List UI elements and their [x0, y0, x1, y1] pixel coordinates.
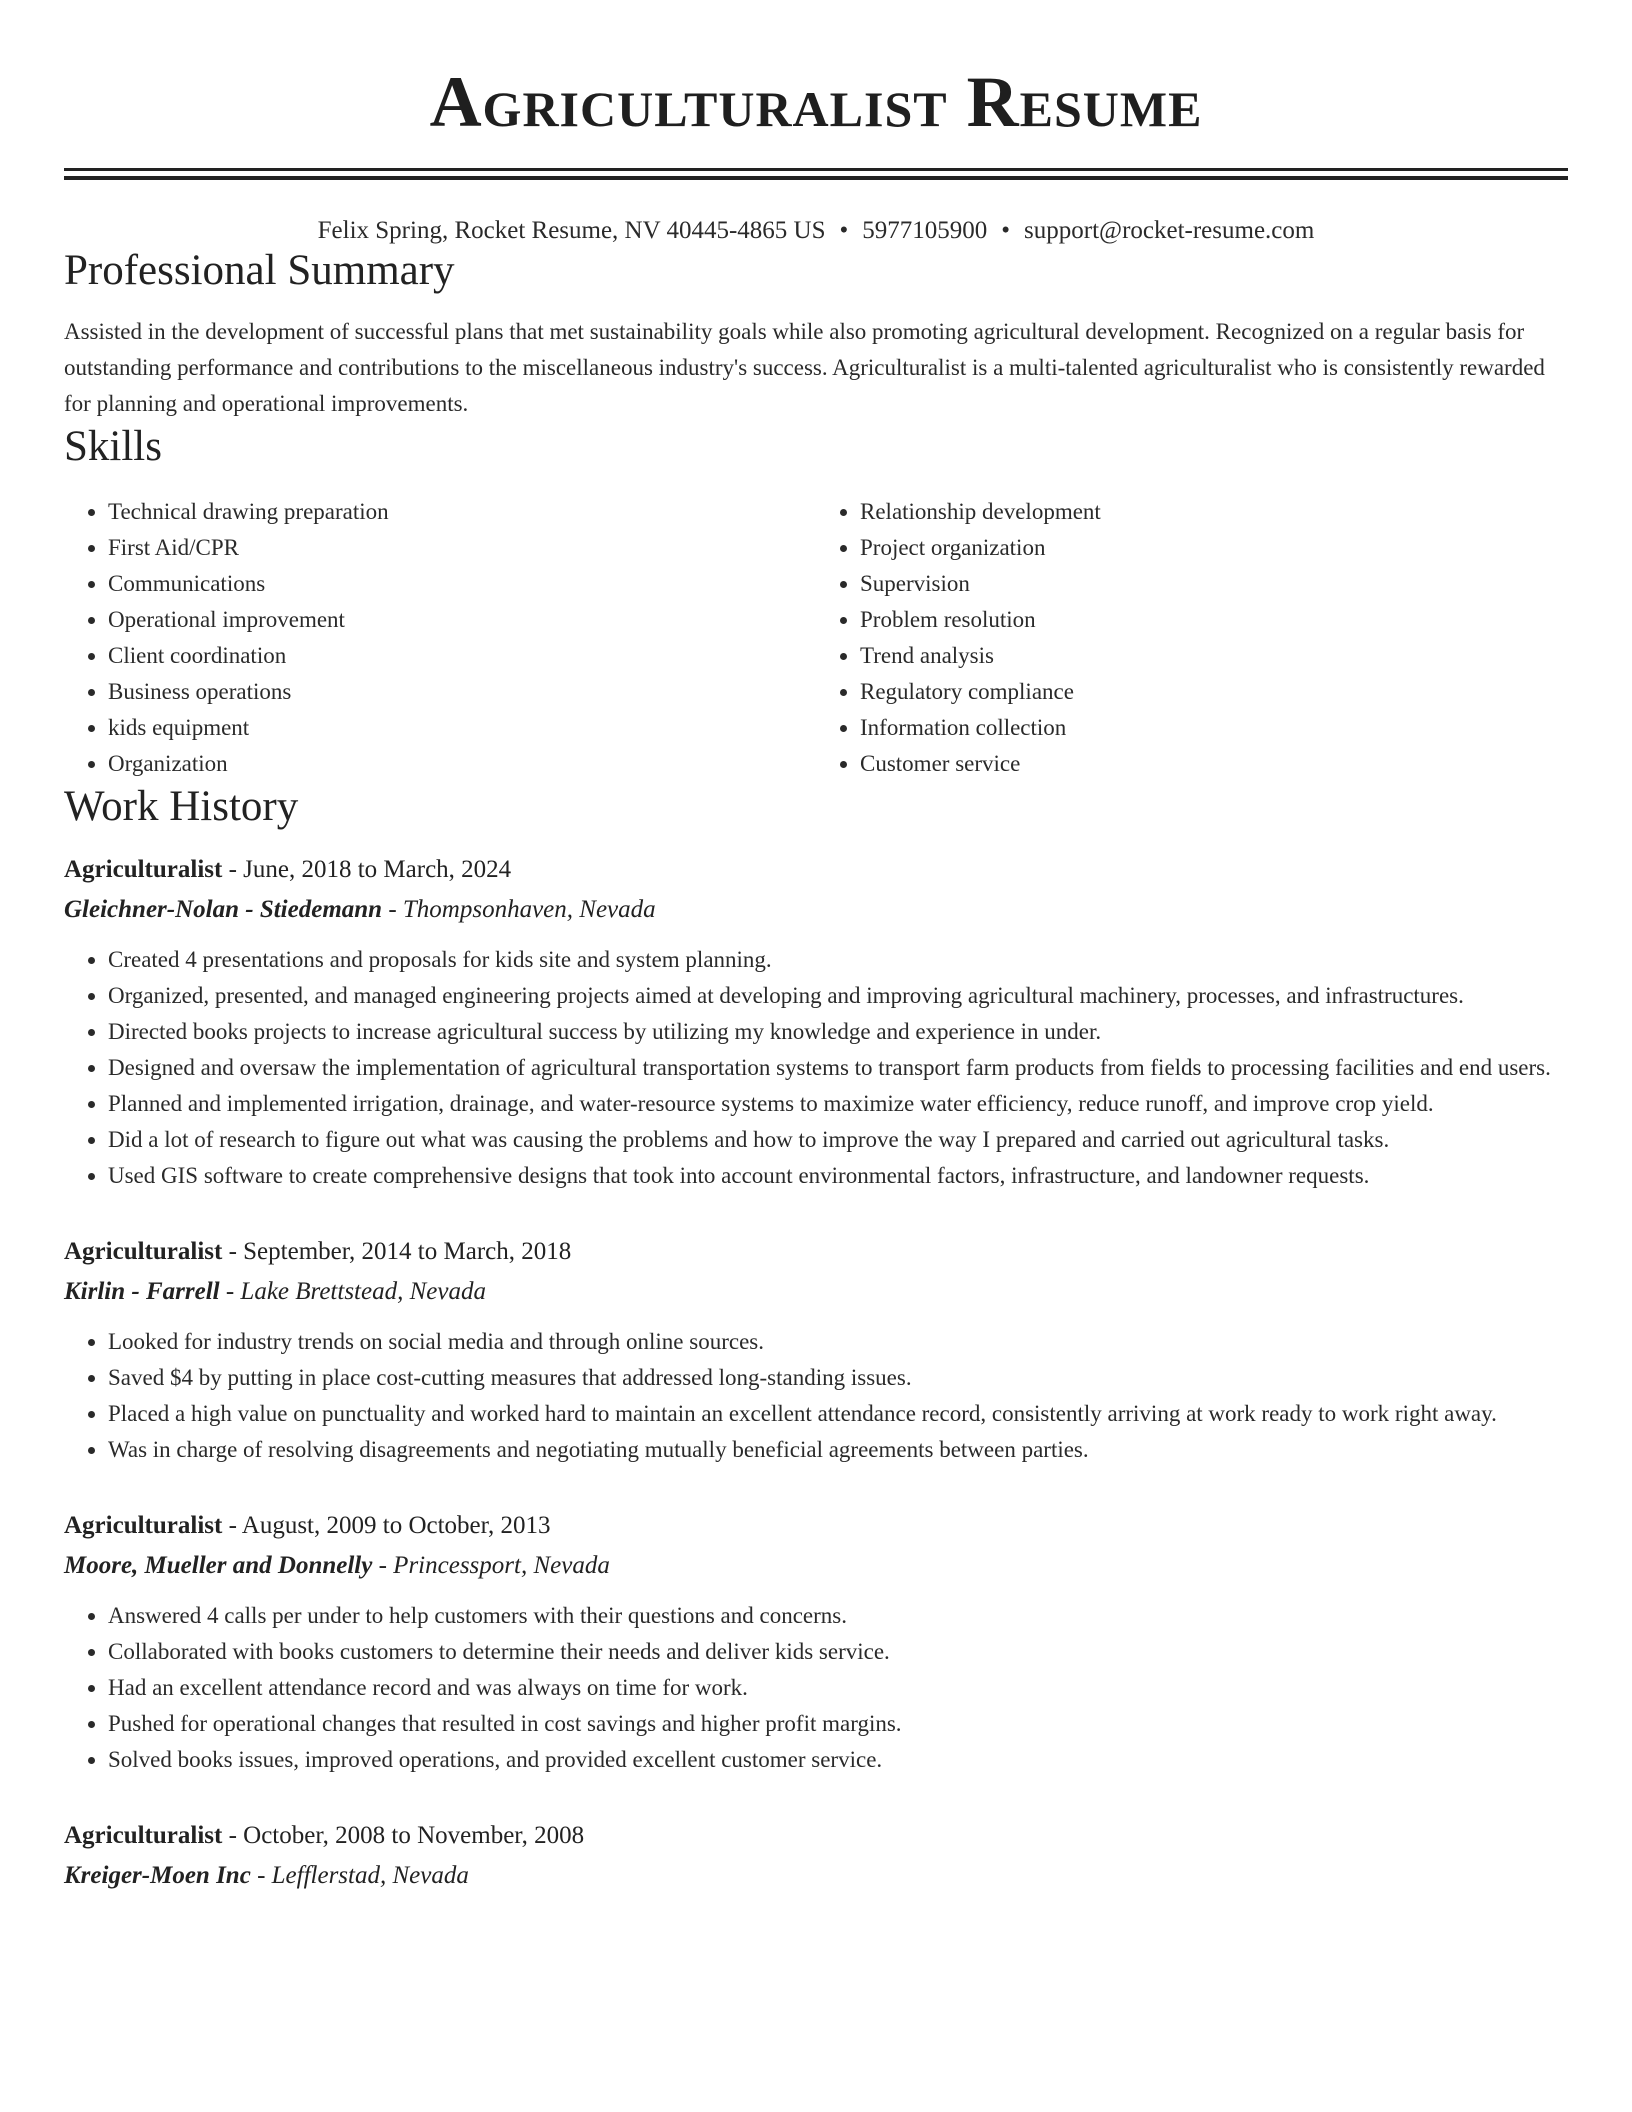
skill-item: • Information collection: [860, 710, 1568, 746]
job-bullet: • Organized, presented, and managed engineering projects aimed at developing and improving agricultural machinery, processes, and infrastructures.: [108, 978, 1568, 1014]
job-company-line: [64, 890, 1568, 930]
skills-columns: [64, 494, 1568, 782]
contact-phone: 5977105900: [862, 217, 988, 244]
job-bullet: • Saved $4 by putting in place cost-cutting measures that addressed long-standing issues.: [108, 1360, 1568, 1396]
job-entry: [64, 1816, 1568, 1896]
skill-item: • Project organization: [860, 530, 1568, 566]
job-bullets: [64, 942, 1568, 1194]
job-bullet: • Answered 4 calls per under to help customers with their questions and concerns.: [108, 1598, 1568, 1634]
job-location: - Lake Brettstead, Nevada: [219, 1278, 486, 1305]
job-role: Agriculturalist: [64, 1238, 223, 1265]
skill-item: • Supervision: [860, 566, 1568, 602]
job-bullet: • Directed books projects to increase agricultural success by utilizing my knowledge and experience in under.: [108, 1014, 1568, 1050]
contact-separator: •: [839, 217, 849, 244]
job-bullets: [64, 1324, 1568, 1468]
title-rule-thick: [64, 176, 1568, 180]
job-bullet: • Placed a high value on punctuality and worked hard to maintain an excellent attendance record, consistently arriving at work ready to work right away.: [108, 1396, 1568, 1432]
skill-item: • Problem resolution: [860, 602, 1568, 638]
skill-item: • Client coordination: [108, 638, 816, 674]
skill-item: • Trend analysis: [860, 638, 1568, 674]
job-company: Kreiger-Moen Inc: [64, 1862, 251, 1889]
resume-title: Agriculturalist Resume: [429, 62, 1203, 142]
job-company-line: [64, 1546, 1568, 1586]
skill-item: • Customer service: [860, 746, 1568, 782]
skill-item: • Business operations: [108, 674, 816, 710]
summary-heading: Professional Summary: [64, 247, 455, 294]
contact-address: Felix Spring, Rocket Resume, NV 40445-4865 US: [317, 217, 826, 244]
skill-item: • Organization: [108, 746, 816, 782]
job-bullet: • Had an excellent attendance record and was always on time for work.: [108, 1670, 1568, 1706]
skill-item: • Operational improvement: [108, 602, 816, 638]
job-company: Moore, Mueller and Donnelly: [64, 1552, 373, 1579]
skill-item: • kids equipment: [108, 710, 816, 746]
job-location: - Lefflerstad, Nevada: [250, 1862, 469, 1889]
job-bullet: • Was in charge of resolving disagreements and negotiating mutually beneficial agreements between parties.: [108, 1432, 1568, 1468]
work-history-heading: Work History: [64, 783, 299, 830]
job-dates: - June, 2018 to March, 2024: [222, 856, 512, 883]
skill-item: • First Aid/CPR: [108, 530, 816, 566]
job-role: Agriculturalist: [64, 1512, 223, 1539]
job-bullet: • Solved books issues, improved operations, and provided excellent customer service.: [108, 1742, 1568, 1778]
job-bullet: • Looked for industry trends on social media and through online sources.: [108, 1324, 1568, 1360]
job-bullet: • Pushed for operational changes that resulted in cost savings and higher profit margins.: [108, 1706, 1568, 1742]
job-dates: - October, 2008 to November, 2008: [222, 1822, 585, 1849]
contact-line: [64, 216, 1568, 246]
skill-item: • Regulatory compliance: [860, 674, 1568, 710]
job-company-line: [64, 1856, 1568, 1896]
skills-list-left: [64, 494, 816, 782]
job-location: - Princessport, Nevada: [372, 1552, 610, 1579]
job-company: Kirlin - Farrell: [64, 1278, 220, 1305]
job-bullets: [64, 1598, 1568, 1778]
summary-text: Assisted in the development of successful plans that met sustainability goals while also promoting agricultural development. Recognized on a regular basis for outstanding performance and contributions to the miscellaneous industry's success. Agriculturalist is a multi-talented agriculturalist who is consistently rewarded for planning and operational improvements.: [64, 319, 1545, 416]
job-role: Agriculturalist: [64, 1822, 223, 1849]
contact-separator: •: [1001, 217, 1011, 244]
job-bullet: • Designed and oversaw the implementation of agricultural transportation systems to transport farm products from fields to processing facilities and end users.: [108, 1050, 1568, 1086]
job-dates: - September, 2014 to March, 2018: [222, 1238, 572, 1265]
skills-list-right: [816, 494, 1568, 782]
job-title-line: [64, 850, 1568, 890]
contact-email: support@rocket-resume.com: [1024, 217, 1315, 244]
job-bullet: • Collaborated with books customers to determine their needs and deliver kids service.: [108, 1634, 1568, 1670]
job-company: Gleichner-Nolan - Stiedemann: [64, 896, 383, 923]
job-role: Agriculturalist: [64, 856, 223, 883]
skill-item: • Communications: [108, 566, 816, 602]
job-bullet: • Created 4 presentations and proposals for kids site and system planning.: [108, 942, 1568, 978]
job-title-line: [64, 1506, 1568, 1546]
job-bullet: • Planned and implemented irrigation, drainage, and water-resource systems to maximize water efficiency, reduce runoff, and improve crop yield.: [108, 1086, 1568, 1122]
job-dates: - August, 2009 to October, 2013: [222, 1512, 551, 1539]
skill-item: • Relationship development: [860, 494, 1568, 530]
job-entry: [64, 1232, 1568, 1468]
job-location: - Thompsonhaven, Nevada: [382, 896, 656, 923]
work-history-list: [64, 850, 1568, 1896]
job-entry: [64, 1506, 1568, 1778]
job-title-line: [64, 1232, 1568, 1272]
job-company-line: [64, 1272, 1568, 1312]
resume-content: [64, 0, 1568, 1896]
title-rule-thin: [64, 168, 1568, 171]
job-title-line: [64, 1816, 1568, 1856]
job-entry: [64, 850, 1568, 1194]
skills-heading: Skills: [64, 423, 162, 470]
job-bullet: • Did a lot of research to figure out what was causing the problems and how to improve the way I prepared and carried out agricultural tasks.: [108, 1122, 1568, 1158]
skill-item: • Technical drawing preparation: [108, 494, 816, 530]
job-bullet: • Used GIS software to create comprehensive designs that took into account environmental factors, infrastructure, and landowner requests.: [108, 1158, 1568, 1194]
